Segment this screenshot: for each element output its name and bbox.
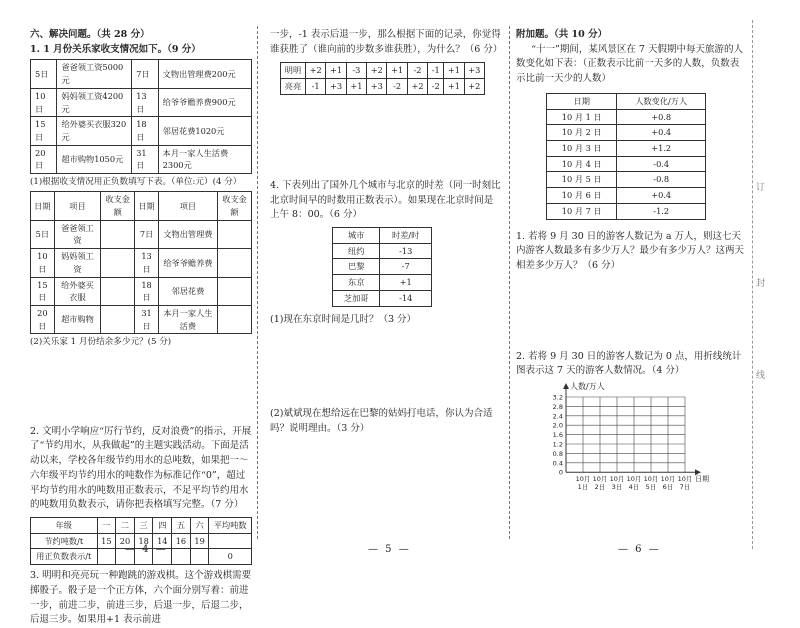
table-cell: 邻居花费: [158, 277, 217, 305]
record-cell: 13日: [132, 88, 158, 116]
binding-line: [752, 20, 753, 549]
table-cell: -1.2: [617, 203, 706, 219]
bonus-q2: 2. 若将 9 月 30 日的游客人数记为 0 点，用折线统计图表示这 7 天的游客人数情况。（4 分）: [516, 350, 742, 377]
table-cell: 19: [190, 533, 209, 549]
bonus-intro: “十一”期间，某风景区在 7 天假期中每天旅游的人数变化如下表：（正数表示比前一天多的人数，负数表示比前一天少的人数）: [516, 43, 743, 85]
margin-char: 封: [756, 279, 766, 289]
table-cell: 超市购物: [54, 306, 101, 334]
page-number: — 5 —: [368, 543, 411, 555]
table-cell: 10 月 7 日: [547, 203, 617, 219]
table-header: 三: [134, 518, 153, 534]
game-cell: +2: [407, 79, 427, 95]
table-cell: +0.4: [617, 188, 706, 204]
table-header: 城市: [333, 228, 380, 244]
line-chart-grid: [536, 381, 736, 493]
record-cell: 5日: [31, 60, 57, 88]
table-cell: [217, 277, 251, 305]
table-cell: 31日: [135, 306, 159, 334]
tourist-row: [547, 156, 706, 172]
table-cell: 10 月 5 日: [547, 172, 617, 188]
table-cell: 爸爸领工资: [54, 220, 101, 248]
table-cell: 0: [209, 549, 252, 565]
table-cell: -0.4: [617, 156, 706, 172]
q4-sub1: (1)现在东京时间是几时？（3 分）: [270, 313, 417, 325]
table-cell: +0.4: [617, 125, 706, 141]
table-cell: +1.2: [617, 140, 706, 156]
x-axis-label: 日期: [695, 475, 709, 484]
y-tick-label: 3.2: [552, 393, 563, 402]
page-number: — 6 —: [618, 543, 661, 555]
game-cell: +1: [326, 63, 346, 79]
timezone-row: [333, 259, 432, 275]
table-header: 时差/时: [380, 228, 432, 244]
table-header: 五: [172, 518, 191, 534]
q1-sub2: (2)关乐家 1 月份结余多少元？(5 分): [30, 337, 172, 348]
q4-sub2: (2)斌斌现在想给远在巴黎的姑妈打电话，你认为合适吗？说明理由。（3 分）: [270, 408, 493, 434]
record-cell: 7日: [132, 60, 158, 88]
table-header: 人数变化/万人: [617, 93, 706, 109]
table-cell: 给爷爷赡养费: [158, 249, 217, 277]
y-tick-label: 0: [558, 468, 563, 477]
x-tick-label: 10月: [592, 475, 608, 484]
record-cell: 本月一家人生活费2300元: [158, 145, 251, 173]
game-cell: +1: [444, 79, 464, 95]
table-header: 年级: [31, 518, 98, 534]
question-1: 1. 1 月份关乐家收支情况如下。（9 分）: [30, 43, 201, 55]
question-3-start: 3. 明明和亮亮玩一种跑跳的游戏棋。这个游戏棋需要掷骰子。骰子是一个正方体，六个面分别写着：前进一步，前进二步，前进三步，后退一步，后退二步，后退三步。如果用+1 表示前进: [30, 570, 252, 626]
x-tick-label: 10月: [677, 475, 693, 484]
table-cell: 10 月 1 日: [547, 109, 617, 125]
table-cell: 本月一家人生活费: [158, 306, 217, 334]
game-cell: -1: [428, 63, 444, 79]
game-cell: +2: [305, 63, 325, 79]
table-cell: 16: [172, 533, 191, 549]
x-tick-label: 10月: [660, 475, 676, 484]
record-cell: 妈妈领工资4200元: [57, 88, 132, 116]
table-header: 二: [116, 518, 135, 534]
page-4: [30, 28, 252, 628]
table-cell: 10日: [31, 249, 55, 277]
game-cell: -2: [387, 79, 407, 95]
record-cell: 爸爸领工资5000元: [57, 60, 132, 88]
bonus-q1: 1. 若将 9 月 30 日的游客人数记为 a 万人，则这七天内游客人数最多有多少万人？最少有多少万人？这两天相差多少万人？（6 分）: [516, 230, 745, 271]
table-row: [31, 306, 252, 334]
x-tick-label: 7日: [679, 483, 691, 492]
game-row: [281, 79, 485, 95]
table-cell: [101, 249, 135, 277]
table-cell: [190, 549, 209, 565]
question-2: 2. 文明小学响应“厉行节约，反对浪费”的指示，开展了“节约用水，从我做起”的主题实践活动。下面是活动以来，学校各年级节约用水的总吨数，如果把一～六年级平均节约用水的吨数作为标准记作“0”，超过平均节约用水的吨数用正数表示，不足平均节约用水的吨数用负数表示，请你把表格填写完整。（7 分）: [30, 425, 252, 511]
record-cell: 15日: [31, 117, 57, 145]
page-5: [270, 28, 502, 437]
income-records: [30, 59, 252, 174]
page-number: — 4 —: [125, 543, 168, 555]
record-cell: 邻居花费1020元: [158, 117, 251, 145]
table-header: 收支金额: [101, 192, 135, 220]
table-cell: 10 月 6 日: [547, 188, 617, 204]
table-cell: 东京: [333, 275, 380, 291]
table-cell: [97, 549, 116, 565]
record-cell: 超市购物1050元: [57, 145, 132, 173]
table-cell: 14: [153, 533, 172, 549]
game-table: [280, 62, 485, 94]
question-3-cont: 一步，-1 表示后退一步，那么根据下面的记录，你觉得谁获胜了（谁向前的步数多谁获胜），为什么？（6 分）: [270, 29, 503, 55]
table-cell: 用正负数表示/t: [31, 549, 98, 565]
table-cell: 5日: [31, 220, 55, 248]
table-cell: 巴黎: [333, 259, 380, 275]
table-cell: -13: [380, 243, 432, 259]
table-cell: +1: [380, 275, 432, 291]
x-tick-label: 1日: [577, 483, 589, 492]
table-header: 日期: [547, 93, 617, 109]
record-row: [31, 60, 252, 88]
x-tick-label: 10月: [575, 475, 591, 484]
x-tick-label: 10月: [609, 475, 625, 484]
game-cell: 亮亮: [281, 79, 306, 95]
tourist-row: [547, 188, 706, 204]
table-row: [31, 277, 252, 305]
game-cell: +2: [367, 63, 387, 79]
table-cell: 妈妈领工资: [54, 249, 101, 277]
table-cell: 15: [97, 533, 116, 549]
income-table: [30, 191, 252, 334]
table-header: 日期: [135, 192, 159, 220]
table-cell: 节约吨数/t: [31, 533, 98, 549]
x-tick-label: 6日: [662, 483, 674, 492]
table-cell: [172, 549, 191, 565]
y-tick-label: 1.2: [552, 440, 563, 449]
x-tick-label: 4日: [628, 483, 640, 492]
y-tick-label: 0.4: [552, 459, 563, 468]
table-header: 收支金额: [217, 192, 251, 220]
x-tick-label: 2日: [594, 483, 606, 492]
page-6: [516, 28, 746, 493]
table-row: [31, 249, 252, 277]
y-tick-label: 1.6: [552, 431, 563, 440]
tourist-row: [547, 109, 706, 125]
x-tick-label: 10月: [643, 475, 659, 484]
table-cell: 文物出管理费: [158, 220, 217, 248]
column-divider: [509, 26, 510, 539]
timezone-row: [333, 243, 432, 259]
table-cell: [217, 306, 251, 334]
table-header: 平均吨数: [209, 518, 252, 534]
table-cell: 13日: [135, 249, 159, 277]
table-header: 四: [153, 518, 172, 534]
game-cell: +3: [326, 79, 346, 95]
game-cell: +1: [387, 63, 407, 79]
table-cell: [101, 306, 135, 334]
x-tick-label: 3日: [611, 483, 623, 492]
record-cell: 文物出管理费200元: [158, 60, 251, 88]
table-cell: 纽约: [333, 243, 380, 259]
game-cell: +1: [346, 79, 366, 95]
game-cell: +3: [367, 79, 387, 95]
table-cell: 芝加哥: [333, 290, 380, 306]
table-cell: 10 月 2 日: [547, 125, 617, 141]
y-tick-label: 2.0: [552, 421, 563, 430]
table-cell: [101, 277, 135, 305]
x-tick-label: 5日: [645, 483, 657, 492]
margin-char: 订: [756, 183, 766, 193]
record-cell: 10日: [31, 88, 57, 116]
game-row: [281, 63, 485, 79]
section-title: 六、解决问题。（共 28 分）: [30, 29, 150, 40]
game-cell: 明明: [281, 63, 306, 79]
tourist-row: [547, 125, 706, 141]
table-cell: 10 月 4 日: [547, 156, 617, 172]
game-cell: +1: [444, 63, 464, 79]
record-row: [31, 145, 252, 173]
table-cell: 20日: [31, 306, 55, 334]
y-axis-arrow: [563, 383, 569, 389]
table-cell: -14: [380, 290, 432, 306]
q1-sub1: (1)根据收支情况用正负数填写下表。（单位:元）(4 分）: [30, 177, 242, 188]
table-row: [31, 220, 252, 248]
table-header: 日期: [31, 192, 55, 220]
y-tick-label: 0.8: [552, 449, 563, 458]
record-row: [31, 88, 252, 116]
table-cell: [101, 220, 135, 248]
x-tick-label: 10月: [626, 475, 642, 484]
table-cell: 18: [134, 533, 153, 549]
game-cell: -1: [305, 79, 325, 95]
bonus-title: 附加题。（共 10 分）: [516, 29, 608, 40]
record-row: [31, 117, 252, 145]
table-cell: -0.8: [617, 172, 706, 188]
table-header: 一: [97, 518, 116, 534]
record-cell: 给爷爷赡养费900元: [158, 88, 251, 116]
game-cell: -2: [407, 63, 427, 79]
table-cell: [217, 220, 251, 248]
game-cell: -3: [346, 63, 366, 79]
game-cell: +2: [464, 79, 484, 95]
record-cell: 给外婆买衣服320元: [57, 117, 132, 145]
game-cell: -2: [428, 79, 444, 95]
column-divider: [257, 26, 258, 539]
tourist-table: [546, 93, 706, 220]
table-header: 项目: [54, 192, 101, 220]
table-cell: 15日: [31, 277, 55, 305]
question-4: 4. 下表列出了国外几个城市与北京的时差（同一时刻比北京时间早的时数用正数表示）。如果现在北京时间是上午 8：00。（6 分）: [270, 179, 501, 221]
table-cell: 10 月 3 日: [547, 140, 617, 156]
tourist-row: [547, 140, 706, 156]
table-cell: -7: [380, 259, 432, 275]
table-cell: +0.8: [617, 109, 706, 125]
y-tick-label: 2.4: [552, 412, 563, 421]
tourist-row: [547, 172, 706, 188]
table-header: 项目: [158, 192, 217, 220]
table-cell: 7日: [135, 220, 159, 248]
table-cell: 18日: [135, 277, 159, 305]
timezone-row: [333, 290, 432, 306]
tourist-row: [547, 203, 706, 219]
table-cell: [209, 533, 252, 549]
timezone-row: [333, 275, 432, 291]
margin-char: 线: [756, 371, 766, 381]
table-header: 六: [190, 518, 209, 534]
table-cell: 20: [116, 533, 135, 549]
record-cell: 31日: [132, 145, 158, 173]
y-tick-label: 2.8: [552, 402, 563, 411]
y-axis-label: 人数/万人: [570, 382, 605, 392]
record-cell: 18日: [132, 117, 158, 145]
game-cell: +3: [464, 63, 484, 79]
timezone-table: [332, 227, 432, 307]
record-cell: 20日: [31, 145, 57, 173]
table-cell: 给外婆买衣服: [54, 277, 101, 305]
table-cell: [217, 249, 251, 277]
